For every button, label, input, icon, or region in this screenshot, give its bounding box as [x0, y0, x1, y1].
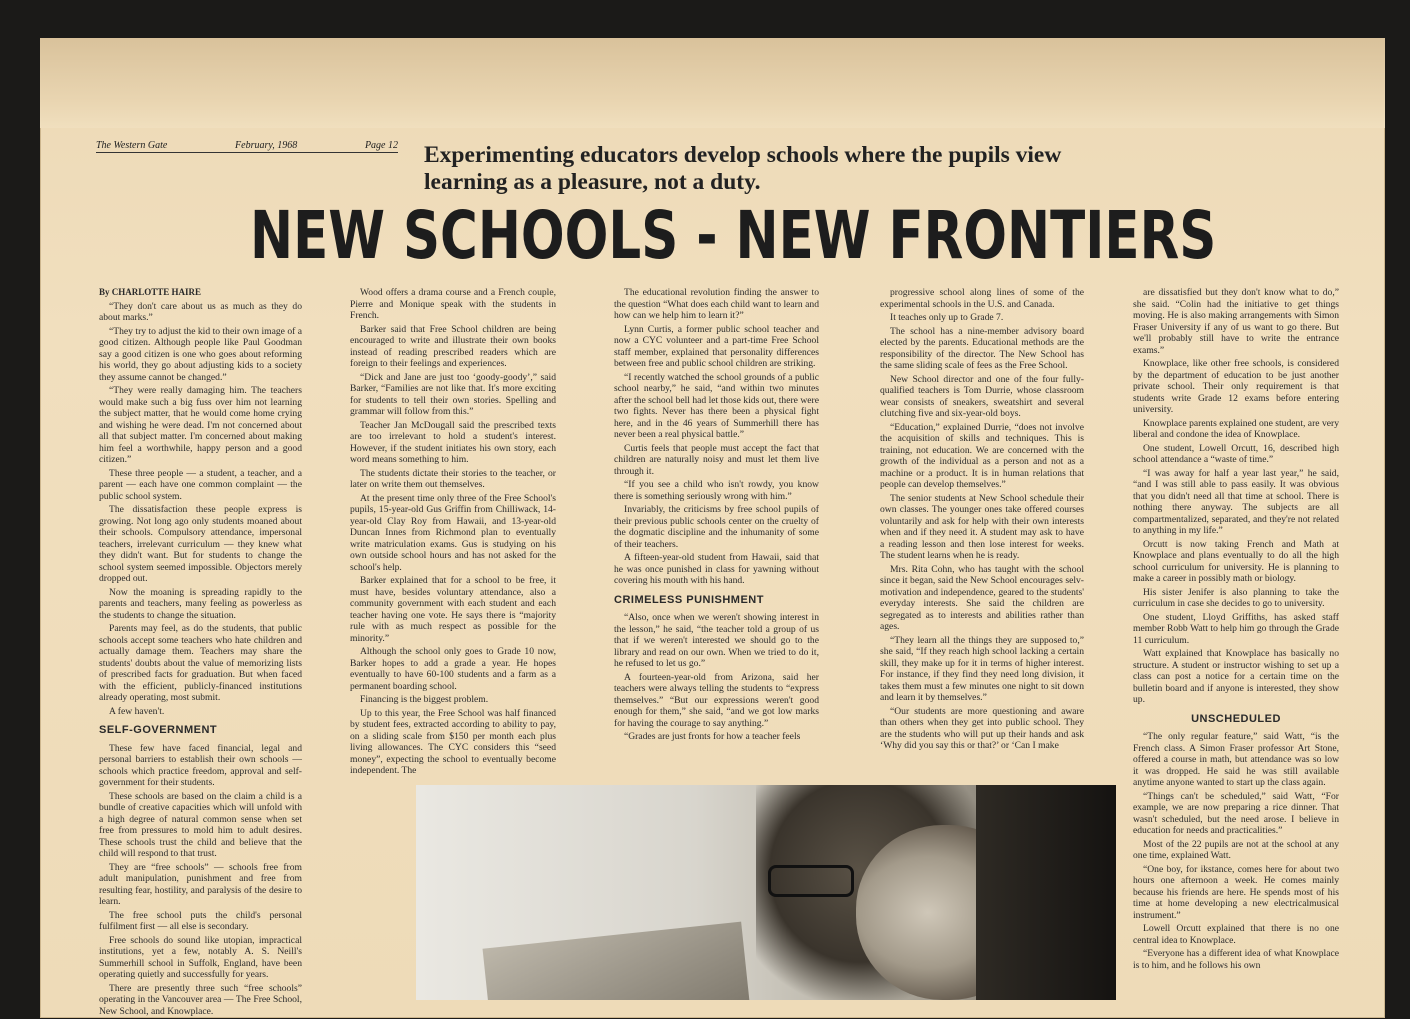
paragraph: These schools are based on the claim a child is a bundle of creative capacities which will unfold with a high degree of natural common sense when set free from pressures to mold him to adult desires. These schools trust the child and believe that the child will respond to that trust.: [99, 790, 302, 859]
paragraph: Parents may feel, as do the students, that public schools accept some teachers who hate children and actually damage them. Teachers may share the students' doubts about the value of memorizing lists of prescribed facts for graduation. But when faced with the efficient, publicly-financed institutions already operating, most submit.: [99, 623, 302, 703]
issue-date: February, 1968: [235, 140, 298, 151]
paragraph: It teaches only up to Grade 7.: [890, 312, 1004, 323]
paragraph: “They try to adjust the kid to their own image of a good citizen. Although people like Paul Goodman say a good citizen is one who goes about reforming his world, they go about adjusting kids to a society they assume cannot be changed.”: [99, 325, 302, 383]
paragraph: “If you see a child who isn't rowdy, you know there is something seriously wrong with him.”: [614, 479, 819, 502]
paragraph: Knowplace parents explained one student, are very liberal and condone the idea of Knowplace.: [1133, 417, 1339, 440]
paragraph: Free schools do sound like utopian, impractical institutions, yet a few, notably A. S. Neill's Summerhill school in Suffolk, England, have been operating quietly and successfully for years.: [99, 934, 302, 980]
paragraph: “The only regular feature,” said Watt, “is the French class. A Simon Fraser professor Art Stone, offered a course in math, but attendance was so low it was dropped. He said he was still available anytime anyone wanted to start up the class again.: [1133, 731, 1339, 788]
paragraph: “I was away for half a year last year,” he said, “and I was still able to pass easily. It was obvious that you didn't need all that time at school. There is nothing there anyway. The subjects are all compartmentalized, separated, and they're not related to anything in my life.”: [1133, 467, 1339, 536]
paragraph: A fourteen-year-old from Arizona, said her teachers were always telling the students to “express themselves.” “But our expressions weren't good enough for them,” she said, “and we got low marks for having the courage to say anything.”: [614, 671, 819, 729]
byline: By CHARLOTTE HAIRE: [99, 287, 202, 297]
paragraph: “I recently watched the school grounds of a public school nearby,” he said, “and within two minutes after the school bell had let those kids out, there were two fights. Never has there been a physical fight here, and in the 46 years of Summerhill there has never been a real physical battle.”: [614, 371, 819, 440]
paragraph: One student, Lowell Orcutt, 16, described high school attendance a “waste of time.”: [1133, 442, 1339, 465]
paragraph: “They were really damaging him. The teachers would make such a big fuss over him not learning the subject matter, that he would come home crying and wishing he were dead. I'm not concerned about all that subject matter. I'm concerned about making him feel a worthwhile, happy person and a good citizen.”: [99, 385, 302, 465]
column-5: [1133, 287, 1339, 973]
section-heading: UNSCHEDULED: [1191, 712, 1281, 725]
column-4: [880, 287, 1084, 754]
paragraph: Barker explained that for a school to be free, it must have, besides voluntary attendance, also a community government with each student and each teacher having one vote. He says there is “majority rule with as much respect as possible for the minority.”: [350, 575, 556, 644]
paragraph: Lynn Curtis, a former public school teacher and now a CYC volunteer and a part-time Free School staff member, explained that personality differences between free and public school children are striking.: [614, 323, 819, 369]
paragraph: Up to this year, the Free School was half financed by student fees, extracted according to ability to pay, on a sliding scale from $150 per month each plus living allowances. The CYC considers this “seed money”, expecting the school to eventually become independent. The: [350, 707, 556, 776]
paragraph: The school has a nine-member advisory board elected by the parents. Educational methods are the responsibility of the director. The New School has the same sliding scale of fees as the Free School.: [880, 325, 1084, 371]
paragraph: There are presently three such “free schools” operating in the Vancouver area — The Free School, New School, and Knowplace.: [99, 982, 302, 1017]
col1-body: [99, 301, 302, 718]
column-3: [614, 287, 819, 745]
paragraph: At the present time only three of the Free School's pupils, 15-year-old Gus Griffin from Chilliwack, 14-year-old Clay Roy from Hawaii, and 13-year-old Duncan Innes from Richmond plan to eventually write matriculation exams. Gus is studying on his own outside school hours and has not asked for the school's help.: [350, 492, 556, 573]
paragraph: Lowell Orcutt explained that there is no one central idea to Knowplace.: [1133, 923, 1339, 946]
paragraph: Barker said that Free School children are being encouraged to write and illustrate their own books instead of reading prescribed readers which are foreign to their feelings and experiences.: [350, 323, 556, 369]
paragraph: A fifteen-year-old student from Hawaii, said that he was once punished in class for yawning without covering his mouth with his hand.: [614, 552, 819, 586]
paragraph: Invariably, the criticisms by free school pupils of their previous public schools center on the cruelty of the dogmatic discipline and the inhumanity of some of their teachers.: [614, 504, 819, 550]
photograph-teacher-and-student: [416, 785, 1116, 1000]
paragraph: “One boy, for ikstance, comes here for about two hours one afternoon a week. He comes mainly because his friends are here. He spends most of his time at home developing a new electricalmusical instrument.”: [1133, 863, 1339, 921]
section-heading: CRIMELESS PUNISHMENT: [614, 593, 764, 606]
paragraph: Although the school only goes to Grade 10 now, Barker hopes to add a grade a year. He hopes eventually to have 60-100 students and a farm as a permanent boarding school.: [350, 646, 556, 692]
paragraph: “Dick and Jane are just too ‘goody-goody’,” said Barker, “Families are not like that. It's more exciting for students to tell their own stories. Spelling and grammar will follow from this.”: [350, 371, 556, 417]
paragraph: are dissatisfied but they don't know what to do,” she said. “Colin had the initiative to get things moving. He is also making arrangements with Simon Fraser University if any of us want to go there. But we'll probably still have to write the entrance exams.”: [1133, 287, 1339, 356]
col5-body: [1133, 287, 1339, 706]
paragraph: “Things can't be scheduled,” said Watt, “For example, we are now preparing a rice dinner. That wasn't scheduled, but the need arose. I believe in education for needs and practicalities.”: [1133, 790, 1339, 836]
page-number: Page 12: [364, 140, 398, 151]
col3-body: [614, 287, 819, 587]
paragraph: One student, Lloyd Griffiths, has asked staff member Robb Watt to help him go through the Grade 11 curriculum.: [1133, 611, 1339, 646]
paragraph: A few haven't.: [109, 705, 165, 717]
eyeglasses-icon: [768, 865, 854, 897]
col4-body: [880, 287, 1084, 752]
paragraph: The dissatisfaction these people express is growing. Not long ago only students moaned about their schools. Compulsory attendance, impersonal teachers, irrelevant curriculum — they knew what they didn't want. But for students to change the school system seemed impossible. Objectors merely dropped out.: [99, 504, 302, 584]
paragraph: “They learn all the things they are supposed to,” she said, “If they reach high school lacking a certain skill, they make up for it in terms of higher interest. For instance, if they find they need long division, it takes them must a few minutes one night to sit down and learn it by themselves.”: [880, 634, 1084, 703]
held-paper: [483, 922, 750, 1000]
paragraph: They are “free schools” — schools free from adult manipulation, punishment and free from resulting fear, hostility, and paralysis of the desire to learn.: [99, 861, 302, 907]
paragraph: “Education,” explained Durrie, “does not involve the acquisition of skills and techniques. This is training, not education. We are concerned with the growth of the individual as a person and not as a machine or a product. It is in human relations that people can develop themselves.”: [880, 421, 1084, 490]
paragraph: Now the moaning is spreading rapidly to the parents and teachers, many feeling as powerless as the students to change the situation.: [99, 586, 302, 621]
paragraph: The senior students at New School schedule their own classes. The younger ones take offered courses voluntarily and ask for help with their own interests when and if they need it. A student may ask to have a reading lesson and then lose interest for weeks. The student learns when he is ready.: [880, 492, 1084, 561]
paragraph: These three people — a student, a teacher, and a parent — each have one common complaint — the public school system.: [99, 467, 302, 502]
paragraph: The educational revolution finding the answer to the question “What does each child want to learn and how can we help him to learn it?”: [614, 287, 819, 321]
paragraph: Wood offers a drama course and a French couple, Pierre and Monique speak with the students in French.: [350, 287, 556, 321]
col1-body-2: [99, 743, 302, 1018]
col3-body-2: [614, 612, 819, 743]
paragraph: New School director and one of the four fully-qualified teachers is Tom Durrie, whose classroom wear consists of sneakers, sweatshirt and several clutching five and six-year-old boys.: [880, 373, 1084, 419]
masthead: [96, 140, 398, 153]
paragraph: Knowplace, like other free schools, is considered by the department of education to be just another private school. Their only requirement is that students write Grade 12 exams before entering university.: [1133, 358, 1339, 415]
paragraph: These few have faced financial, legal and personal barriers to establish their own schools — schools which practice freedom, approval and self-government for their students.: [99, 742, 302, 788]
col2-body: [350, 287, 556, 777]
fold-crease: [40, 38, 1385, 128]
paragraph: “Everyone has a different idea of what Knowplace is to him, and he follows his own: [1133, 948, 1339, 971]
paragraph: The free school puts the child's personal fulfilment first — all else is secondary.: [99, 909, 302, 932]
paragraph: “Our students are more questioning and aware than others when they get into public school. They are the students who will put up their hands and ask ‘Why did you say this or that?’ or ‘Can I make: [880, 705, 1084, 751]
paragraph: Curtis feels that people must accept the fact that children are naturally noisy and must let them live through it.: [614, 442, 819, 477]
column-2: [350, 287, 556, 779]
paragraph: Mrs. Rita Cohn, who has taught with the school since it began, said the New School encourages selv-motivation and independence, geared to the students' everyday interests. She said the children are segregated as to interests and abilities rather than ages.: [880, 563, 1084, 632]
section-heading: SELF-GOVERNMENT: [99, 724, 218, 736]
paragraph: Financing is the biggest problem.: [360, 694, 489, 705]
col5-body-2: [1133, 731, 1339, 971]
paragraph: The students dictate their stories to the teacher, or later on write them out themselves.: [350, 467, 556, 490]
column-1: [99, 287, 302, 1019]
paragraph: His sister Jenifer is also planning to take the curriculum in case she decides to go to university.: [1133, 586, 1339, 609]
girl-hair: [976, 785, 1116, 1000]
paragraph: “They don't care about us as much as they do about marks.”: [99, 300, 302, 323]
paragraph: progressive school along lines of some of the experimental schools in the U.S. and Canada.: [880, 287, 1084, 310]
paper-name: The Western Gate: [96, 140, 168, 151]
paragraph: Most of the 22 pupils are not at the school at any one time, explained Watt.: [1133, 838, 1339, 861]
paragraph: Watt explained that Knowplace has basically no structure. A student or instructor wishing to set up a class can post a notice for a certain time on the bulletin board and if anyone is interested, they show up.: [1133, 648, 1339, 705]
paragraph: “Grades are just fronts for how a teacher feels: [624, 731, 801, 742]
main-headline: NEW SCHOOLS - NEW FRONTIERS: [250, 197, 1217, 274]
paragraph: Orcutt is now taking French and Math at Knowplace and plans eventually to do all the high school curriculum for university. He is planning to make a career in possibly math or biology.: [1133, 538, 1339, 584]
paragraph: Teacher Jan McDougall said the prescribed texts are too irrelevant to hold a student's interest. However, if the student initiates his own story, each word means something to him.: [350, 419, 556, 465]
deck-headline: Experimenting educators develop schools where the pupils view learning as a pleasure, not a duty.: [424, 142, 1062, 195]
paragraph: “Also, once when we weren't showing interest in the lesson,” he said, “the teacher told a group of us that if we weren't interested we should go to the library and read on our own. When we tried to do it, he refused to let us go.”: [614, 612, 819, 669]
